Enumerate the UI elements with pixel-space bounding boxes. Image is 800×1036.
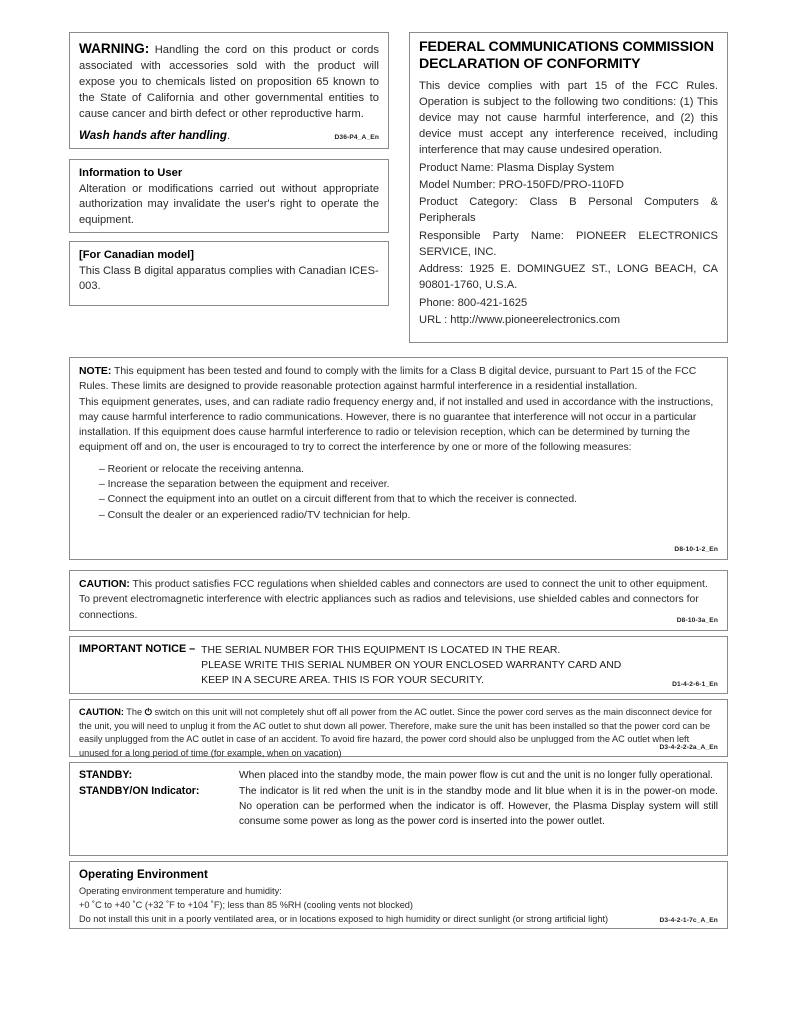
important-notice-label: IMPORTANT NOTICE – bbox=[79, 643, 196, 655]
note-measure-item: – Consult the dealer or an experienced radio/TV technician for help. bbox=[99, 509, 411, 521]
information-to-user-heading: Information to User bbox=[79, 167, 183, 179]
important-notice-line: PLEASE WRITE THIS SERIAL NUMBER ON YOUR ENCLOSED WARRANTY CARD AND bbox=[201, 660, 622, 672]
note-measures-list bbox=[79, 462, 718, 523]
information-to-user-text: Alteration or modifications carried out without appropriate authorization may invalidate the user's right to operate the equipment. bbox=[79, 183, 379, 226]
fcc-declaration-heading: FEDERAL COMMUNICATIONS COMMISSION DECLARATION OF CONFORMITY bbox=[419, 39, 714, 72]
caution-power-switch-label: CAUTION: bbox=[79, 707, 124, 717]
important-notice-line: KEEP IN A SECURE AREA. THIS IS FOR YOUR SECURITY. bbox=[201, 675, 484, 687]
warning-label: WARNING: bbox=[79, 41, 150, 56]
wash-hands-emphasis: Wash hands after handling bbox=[79, 128, 227, 142]
fcc-field-product-name: Product Name: Plasma Display System bbox=[419, 161, 615, 174]
note-doc-code: D8-10-1-2_En bbox=[674, 546, 718, 553]
note-measure-item: – Connect the equipment into an outlet on a circuit different from that to which the receiver is connected. bbox=[99, 494, 578, 506]
note-measure-item: – Reorient or relocate the receiving antenna. bbox=[99, 463, 305, 475]
standby-row bbox=[79, 785, 718, 830]
standby-description: When placed into the standby mode, the main power flow is cut and the unit is no longer fully operational. bbox=[239, 770, 713, 781]
warning-text bbox=[79, 39, 379, 123]
note-box bbox=[69, 357, 728, 560]
warning-body: Handling the cord on this product or cords associated with accessories sold with the product will expose you to chemicals listed on proposition 65 known to the State of California and other governmental entities to cause cancer and birth defect or other reproductive harm. bbox=[79, 44, 379, 120]
caution-power-switch-box bbox=[69, 699, 728, 757]
caution-shielded-cables-label: CAUTION: bbox=[79, 579, 130, 590]
fcc-declaration-box bbox=[409, 32, 728, 343]
note-paragraph-1 bbox=[79, 364, 718, 395]
caution-shielded-cables-text bbox=[79, 577, 718, 623]
standby-on-indicator-label: STANDBY/ON Indicator: bbox=[79, 784, 200, 797]
caution-shielded-cables-box bbox=[69, 570, 728, 631]
important-notice-doc-code: D1-4-2-6-1_En bbox=[672, 681, 718, 688]
standby-row bbox=[79, 769, 718, 784]
caution-shielded-cables-body: This product satisfies FCC regulations when shielded cables and connectors are used to connect the unit to other equipment. To prevent electromagnetic interference with electric appliances such as radios and televisions, use shielded cables and connectors for connections. bbox=[79, 579, 708, 621]
important-notice-text bbox=[201, 643, 621, 688]
operating-environment-box bbox=[69, 861, 728, 929]
operating-environment-heading: Operating Environment bbox=[79, 868, 208, 881]
wash-hands-period: . bbox=[226, 129, 231, 142]
caution-shielded-cables-doc-code: D8-10-3a_En bbox=[676, 617, 718, 624]
important-notice-row bbox=[79, 643, 718, 688]
canadian-model-text: This Class B digital apparatus complies with Canadian ICES-003. bbox=[79, 265, 379, 293]
canadian-model-heading: [For Canadian model] bbox=[79, 249, 194, 261]
note-paragraph-2: This equipment generates, uses, and can radiate radio frequency energy and, if not installed and used in accordance with the instructions, may cause harmful interference to radio communications. However, there is no guarantee that interference will not occur in a particular installation. If this equipment does cause harmful interference to radio or television reception, which can be determined by turning the equipment off and on, the user is encouraged to try to correct the interference by one or more of the following measures: bbox=[79, 396, 714, 454]
power-standby-icon: ⏻ bbox=[144, 707, 152, 717]
operating-environment-line: Operating environment temperature and humidity: bbox=[79, 886, 282, 897]
caution-power-switch-body-after: switch on this unit will not completely shut off all power from the AC outlet. Since the power cord serves as the main disconnect device for the unit, you will need to unplug it from the AC outlet to shut down all power. Therefore, make sure the unit has been installed so that the power cord can be easily unplugged from the AC outlet in case of an accident. To avoid fire hazard, the power cord should also be unplugged from the AC outlet when left unused for a long period of time (for example, when on vacation) bbox=[79, 707, 713, 758]
important-notice-box bbox=[69, 636, 728, 694]
note-measure-item: – Increase the separation between the equipment and receiver. bbox=[99, 479, 390, 491]
fcc-field-responsible-party: Responsible Party Name: PIONEER ELECTRONICS SERVICE, INC. bbox=[419, 229, 718, 258]
caution-power-switch-text bbox=[79, 706, 718, 760]
operating-environment-doc-code: D3-4-2-1-7c_A_En bbox=[659, 917, 718, 924]
warning-box bbox=[69, 32, 389, 149]
warning-doc-code: D36-P4_A_En bbox=[334, 134, 379, 141]
standby-on-indicator-description: The indicator is lit red when the unit is in the standby mode and lit blue when it is in the power-on mode. No operation can be performed when the indicator is off. However, the Plasma Display system will still consume some power as long as the power cord is inserted into the power outlet. bbox=[239, 785, 718, 827]
fcc-declaration-intro: This device complies with part 15 of the FCC Rules. Operation is subject to the following two conditions: (1) This device may not cause harmful interference, and (2) this device must accept any interference received, including interference that may cause undesired operation. bbox=[419, 79, 718, 157]
fcc-field-product-category: Product Category: Class B Personal Computers & Peripherals bbox=[419, 196, 718, 225]
note-paragraph-1-text: This equipment has been tested and found to comply with the limits for a Class B digital device, pursuant to Part 15 of the FCC Rules. These limits are designed to provide reasonable protection against harmful interference in a residential installation. bbox=[79, 366, 697, 393]
fcc-field-url: URL : http://www.pioneerelectronics.com bbox=[419, 313, 621, 326]
fcc-field-address: Address: 1925 E. DOMINGUEZ ST., LONG BEACH, CA 90801-1760, U.S.A. bbox=[419, 263, 718, 292]
standby-box bbox=[69, 762, 728, 856]
operating-environment-line: +0 ˚C to +40 ˚C (+32 ˚F to +104 ˚F); less than 85 %RH (cooling vents not blocked) bbox=[79, 900, 413, 911]
note-label: NOTE: bbox=[79, 366, 112, 377]
fcc-field-phone: Phone: 800-421-1625 bbox=[419, 296, 528, 309]
fcc-field-model-number: Model Number: PRO-150FD/PRO-110FD bbox=[419, 178, 624, 191]
standby-label: STANDBY: bbox=[79, 769, 133, 781]
information-to-user-box bbox=[69, 159, 389, 233]
caution-power-switch-body-before: The bbox=[123, 707, 145, 717]
important-notice-line: THE SERIAL NUMBER FOR THIS EQUIPMENT IS LOCATED IN THE REAR. bbox=[201, 645, 561, 656]
caution-power-switch-doc-code: D3-4-2-2-2a_A_En bbox=[659, 744, 718, 751]
canadian-model-box bbox=[69, 241, 389, 306]
operating-environment-line: Do not install this unit in a poorly ventilated area, or in locations exposed to high humidity or direct sunlight (or strong artificial light) bbox=[79, 914, 609, 925]
